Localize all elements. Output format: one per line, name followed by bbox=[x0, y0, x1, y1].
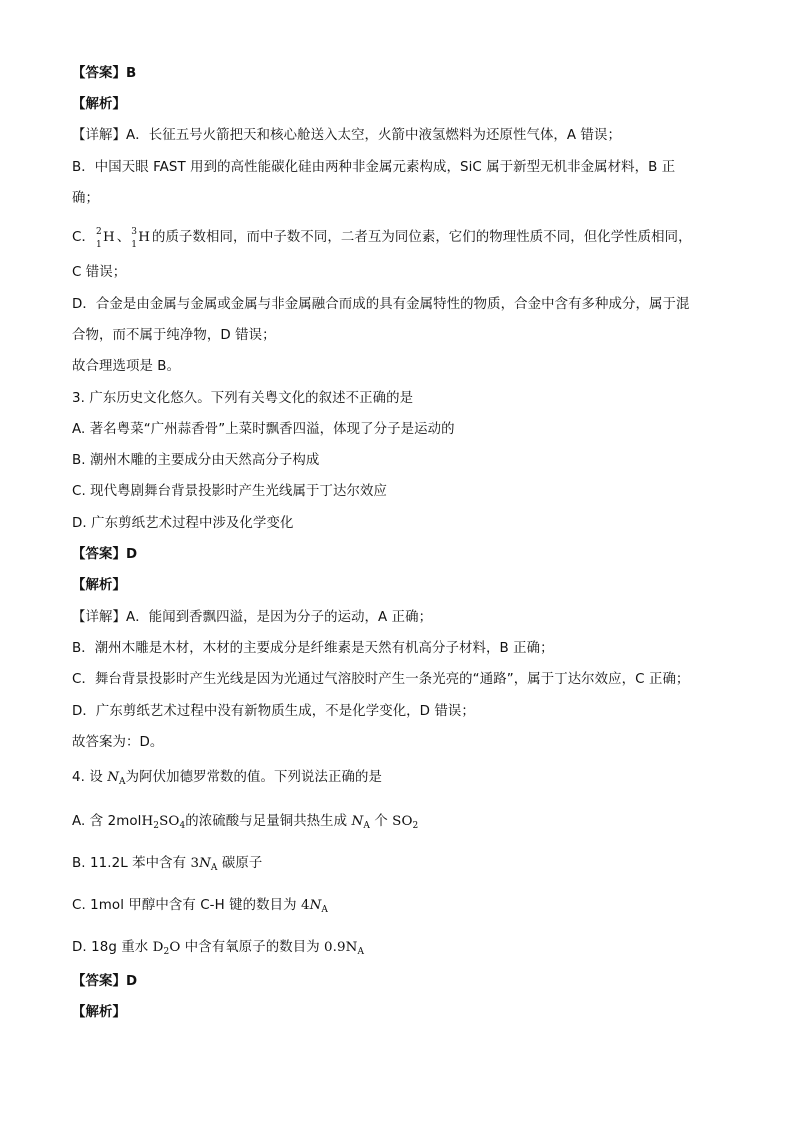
text-line: B．中国天眼 FAST 用到的高性能碳化硅由两种非金属元素构成，SiC 属于新型无机非金属材料，B 正 bbox=[72, 160, 676, 175]
answer-label: 【答案】B bbox=[72, 66, 137, 81]
text-line: 【详解】A．能闻到香飘四溢，是因为分子的运动，A 正确； bbox=[72, 610, 433, 625]
text-line-isotopes bbox=[72, 227, 722, 250]
question-4-option-d: D. 18g 重水 $D_2O$ 中含有氧原子的数目为 $0.9N_A$ bbox=[72, 940, 365, 957]
isotope-h3: 3 1 H bbox=[131, 227, 151, 250]
question-4-option-a: A. 含 $2molH_2SO_4$的浓硫酸与足量铜共热生成 $N_A$ 个 $SO_2$ bbox=[72, 814, 419, 831]
question-3-option-a: A. 著名粤菜“广州蒜香骨”上菜时飘香四溢，体现了分子是运动的 bbox=[72, 422, 455, 437]
question-4-option-b: B. 11.2L 苯中含有 $3N_A$ 碳原子 bbox=[72, 856, 263, 873]
text-segment: 、 bbox=[116, 230, 131, 245]
text-line: C．舞台背景投影时产生光线是因为光通过气溶胶时产生一条光亮的“通路”，属于丁达尔效应，C 正确； bbox=[72, 672, 690, 687]
text-line: 确； bbox=[72, 191, 99, 206]
text-line: C 错误； bbox=[72, 265, 127, 280]
isotope-h2: 2 1 H bbox=[95, 227, 115, 250]
answer-label: 【答案】D bbox=[72, 974, 138, 989]
text-line: 合物，而不属于纯净物，D 错误； bbox=[72, 328, 276, 343]
question-3-stem: 3. 广东历史文化悠久。下列有关粤文化的叙述不正确的是 bbox=[72, 391, 414, 406]
text-segment: C． bbox=[72, 230, 95, 245]
text-line: 故答案为：D。 bbox=[72, 735, 164, 750]
question-3-option-b: B. 潮州木雕的主要成分由天然高分子构成 bbox=[72, 453, 320, 468]
text-line: D．合金是由金属与金属或金属与非金属融合而成的具有金属特性的物质，合金中含有多种成分，属于混 bbox=[72, 297, 690, 312]
text-segment: 的质子数相同，而中子数不同，二者互为同位素，它们的物理性质不同，但化学性质相同， bbox=[152, 230, 692, 245]
question-4-option-c: C. 1mol 甲醇中含有 C-H 键的数目为 $4N_A$ bbox=[72, 898, 328, 915]
text-line: 【详解】A．长征五号火箭把天和核心舱送入太空，火箭中液氢燃料为还原性气体，A 错误； bbox=[72, 128, 622, 143]
text-line: D．广东剪纸艺术过程中没有新物质生成，不是化学变化，D 错误； bbox=[72, 704, 475, 719]
answer-label: 【答案】D bbox=[72, 547, 138, 562]
question-3-option-c: C. 现代粤剧舞台背景投影时产生光线属于丁达尔效应 bbox=[72, 484, 387, 499]
text-line: 故合理选项是 B。 bbox=[72, 359, 181, 374]
question-4-stem: 4. 设 $N_A$为阿伏加德罗常数的值。下列说法正确的是 bbox=[72, 770, 382, 787]
analysis-label: 【解析】 bbox=[72, 97, 126, 112]
question-3-option-d: D. 广东剪纸艺术过程中涉及化学变化 bbox=[72, 516, 294, 531]
analysis-label: 【解析】 bbox=[72, 578, 126, 593]
text-line: B．潮州木雕是木材，木材的主要成分是纤维素是天然有机高分子材料，B 正确； bbox=[72, 641, 554, 656]
analysis-label: 【解析】 bbox=[72, 1005, 126, 1020]
